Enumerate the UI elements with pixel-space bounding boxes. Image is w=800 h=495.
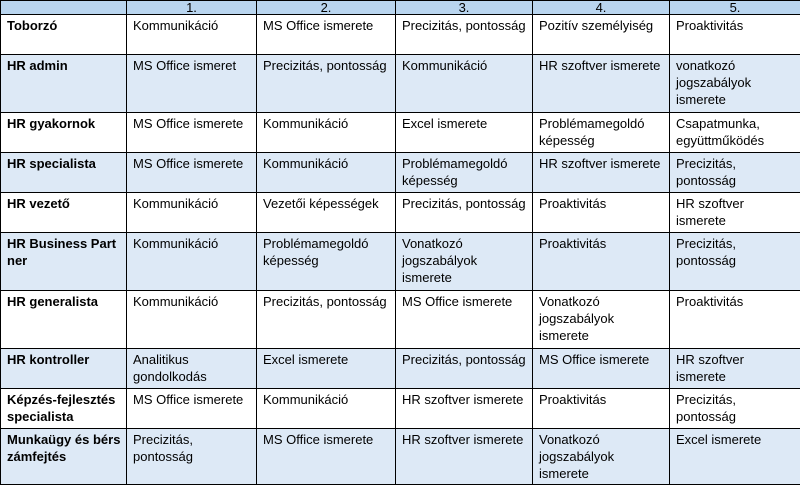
table-cell: Problémamegoldó képesség [533,113,670,153]
table-cell: Precizitás, pontosság [127,429,257,485]
table-cell: Kommunikáció [257,113,396,153]
role-label: HR gyakornok [1,113,127,153]
table-cell: Precizitás, pontosság [396,15,533,55]
table-cell: MS Office ismerete [127,389,257,429]
table-cell: Kommunikáció [127,291,257,349]
table-cell: Precizitás, pontosság [670,233,800,291]
table-cell: HR szoftver ismerete [670,193,800,233]
table-cell: MS Office ismerete [533,349,670,389]
table-cell: MS Office ismerete [127,153,257,193]
table-cell: Proaktivitás [533,233,670,291]
table-cell: vonatkozó jogszabályok ismerete [670,55,800,113]
table-cell: MS Office ismerete [396,291,533,349]
header-rank-2: 2. [257,1,396,15]
role-label: Toborzó [1,15,127,55]
table-cell: Proaktivitás [533,389,670,429]
table-cell: Vonatkozó jogszabályok ismerete [396,233,533,291]
table-cell: MS Office ismerete [257,429,396,485]
table-cell: MS Office ismerete [127,113,257,153]
table-cell: HR szoftver ismerete [396,429,533,485]
table-cell: Kommunikáció [127,15,257,55]
table-cell: Precizitás, pontosság [257,55,396,113]
table-cell: Vonatkozó jogszabályok ismerete [533,429,670,485]
table-row [1,153,800,193]
table-row [1,349,800,389]
table-cell: Proaktivitás [533,193,670,233]
table-cell: Pozitív személyiség [533,15,670,55]
role-label: HR kontroller [1,349,127,389]
role-label: Munkaügy és bérszámfejtés [1,429,127,485]
role-label: HR vezető [1,193,127,233]
table-cell: Precizitás, pontosság [257,291,396,349]
table-cell: Analitikus gondolkodás [127,349,257,389]
table-row [1,113,800,153]
table-cell: Problémamegoldó képesség [396,153,533,193]
header-rank-5: 5. [670,1,800,15]
table-cell: Vezetői képességek [257,193,396,233]
role-label: HR Business Partner [1,233,127,291]
table-cell: Precizitás, pontosság [670,153,800,193]
table-row [1,291,800,349]
table-cell: Vonatkozó jogszabályok ismerete [533,291,670,349]
table-row [1,193,800,233]
header-rank-3: 3. [396,1,533,15]
table-cell: Precizitás, pontosság [396,349,533,389]
role-label: Képzés-fejlesztés specialista [1,389,127,429]
table-cell: Excel ismerete [396,113,533,153]
role-label: HR admin [1,55,127,113]
table-cell: Proaktivitás [670,15,800,55]
table-cell: Kommunikáció [127,233,257,291]
table-cell: HR szoftver ismerete [533,55,670,113]
table-cell: Kommunikáció [127,193,257,233]
table-row [1,55,800,113]
table-cell: Kommunikáció [257,153,396,193]
table-cell: Csapatmunka, együttműködés [670,113,800,153]
header-rank-1: 1. [127,1,257,15]
table-row [1,389,800,429]
header-corner [1,1,127,15]
role-label: HR specialista [1,153,127,193]
table-cell: Kommunikáció [257,389,396,429]
table-cell: HR szoftver ismerete [396,389,533,429]
table-cell: MS Office ismerete [257,15,396,55]
header-row [1,1,800,15]
table-row [1,429,800,485]
table-cell: HR szoftver ismerete [533,153,670,193]
header-rank-4: 4. [533,1,670,15]
table-row [1,15,800,55]
table-cell: HR szoftver ismerete [670,349,800,389]
table-cell: Proaktivitás [670,291,800,349]
role-label: HR generalista [1,291,127,349]
table-cell: Excel ismerete [670,429,800,485]
table-cell: MS Office ismeret [127,55,257,113]
table-row [1,233,800,291]
table-cell: Precizitás, pontosság [396,193,533,233]
table-cell: Kommunikáció [396,55,533,113]
table-cell: Precizitás, pontosság [670,389,800,429]
table-cell: Problémamegoldó képesség [257,233,396,291]
table-cell: Excel ismerete [257,349,396,389]
